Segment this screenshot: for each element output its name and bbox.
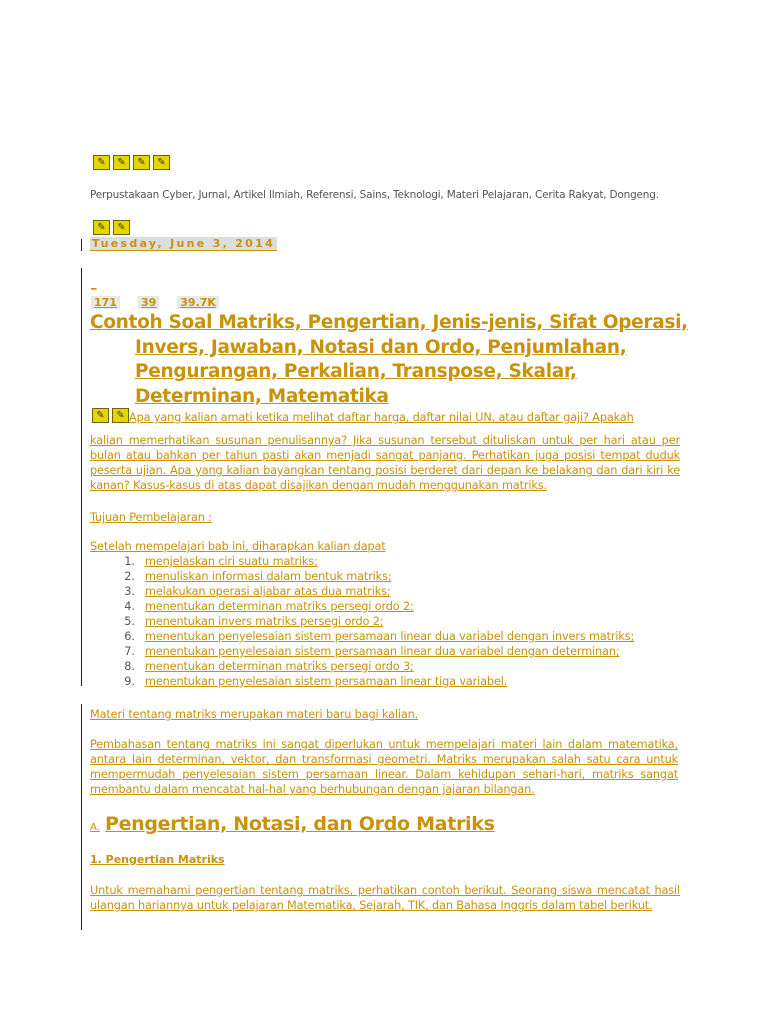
broken-image-icon[interactable]: ✎ bbox=[92, 408, 109, 423]
subsection-heading: 1. Pengertian Matriks bbox=[90, 853, 225, 866]
broken-image-icon[interactable]: ✎ bbox=[153, 155, 170, 170]
post-title-line-rest[interactable]: Invers, Jawaban, Notasi dan Ordo, Penjumlahan, Pengurangan, Perkalian, Transpose, Skalar, Determinan, Matematika bbox=[135, 336, 627, 407]
pembahasan-paragraph: Pembahasan tentang matriks ini sangat diperlukan untuk mempelajari materi lain dalam matematika, antara lain determinan, vektor, dan transformasi geometri. Matriks merupakan salah satu cara untuk mempermudah penyelesaian sistem persamaan linear. Dalam kehidupan sehari-hari, matriks sangat membantu dalam mencatat hal-hal yang berhubungan dengan jajaran bilangan. bbox=[90, 738, 678, 796]
left-border bbox=[81, 704, 82, 930]
intro-image-row bbox=[92, 408, 129, 423]
list-item: 1. menjelaskan ciri suatu matriks; bbox=[124, 555, 318, 568]
post-title-line-1[interactable]: Contoh Soal Matriks, Pengertian, Jenis-jenis, Sifat Operasi, bbox=[90, 312, 688, 333]
post-title[interactable] bbox=[90, 311, 690, 409]
list-item: 4. menentukan determinan matriks persegi ordo 2; bbox=[124, 600, 414, 613]
list-item: 5. menentukan invers matriks persegi ordo 2; bbox=[124, 615, 384, 628]
share-count-twitter[interactable]: 39 bbox=[138, 296, 159, 309]
section-heading bbox=[90, 813, 495, 835]
learning-goals-heading: Tujuan Pembelajaran : bbox=[90, 511, 212, 524]
list-item: 2. menuliskan informasi dalam bentuk matriks; bbox=[124, 570, 392, 583]
broken-image-icon[interactable]: ✎ bbox=[113, 155, 130, 170]
broken-image-icon[interactable]: ✎ bbox=[93, 220, 110, 235]
share-counts bbox=[91, 296, 219, 309]
learning-goals-list bbox=[100, 554, 634, 689]
secondary-image-row bbox=[93, 220, 130, 235]
broken-image-icon[interactable]: ✎ bbox=[133, 155, 150, 170]
list-item: 6. menentukan penyelesaian sistem persamaan linear dua variabel dengan invers matriks; bbox=[124, 630, 635, 643]
definition-paragraph: Untuk memahami pengertian tentang matriks, perhatikan contoh berikut. Seorang siswa mencatat hasil ulangan hariannya untuk pelajaran Matematika, Sejarah, TIK, dan Bahasa Inggris dalam tabel berikut. bbox=[90, 884, 680, 912]
materi-paragraph: Materi tentang matriks merupakan materi baru bagi kalian. bbox=[90, 708, 419, 721]
intro-paragraph: kalian memerhatikan susunan penulisannya? Jika susunan tersebut dituliskan untuk per hari atau per bulan atau bahkan per tahun pasti akan menjadi sangat panjang. Perhatikan juga posisi tempat duduk peserta ujian. Apa yang kalian bayangkan tentang posisi berderet dari depan ke belakang dan dari kiri ke kanan? Kasus-kasus di atas dapat disajikan dengan mudah menggunakan matriks. bbox=[90, 434, 680, 492]
share-count-total[interactable]: 39.7K bbox=[177, 296, 219, 309]
list-item: 8. menentukan determinan matriks persegi ordo 3; bbox=[124, 660, 414, 673]
list-item: 9. menentukan penyelesaian sistem persamaan linear tiga variabel. bbox=[124, 675, 508, 688]
broken-image-icon[interactable]: ✎ bbox=[113, 220, 130, 235]
list-item: 3. melakukan operasi aljabar atas dua matriks; bbox=[124, 585, 391, 598]
list-item: 7. menentukan penyelesaian sistem persamaan linear dua variabel dengan determinan; bbox=[124, 645, 620, 658]
broken-image-icon[interactable]: ✎ bbox=[93, 155, 110, 170]
left-border bbox=[81, 268, 82, 686]
post-date[interactable]: Tuesday, June 3, 2014 bbox=[92, 237, 276, 250]
share-count-facebook[interactable]: 171 bbox=[91, 296, 120, 309]
intro-paragraph-lead: Apa yang kalian amati ketika melihat daftar harga, daftar nilai UN, atau daftar gaji? Apakah bbox=[129, 411, 634, 424]
section-title: Pengertian, Notasi, dan Ordo Matriks bbox=[104, 813, 495, 835]
share-link[interactable]: _ bbox=[91, 277, 97, 290]
broken-image-icon[interactable]: ✎ bbox=[112, 408, 129, 423]
section-letter: A. bbox=[90, 822, 100, 833]
blog-tagline: Perpustakaan Cyber, Jurnal, Artikel Ilmiah, Referensi, Sains, Teknologi, Materi Pelajaran, Cerita Rakyat, Dongeng. bbox=[90, 189, 659, 201]
learning-goals-intro: Setelah mempelajari bab ini, diharapkan kalian dapat bbox=[90, 540, 386, 553]
header-image-row bbox=[93, 155, 170, 170]
left-border bbox=[81, 239, 82, 251]
